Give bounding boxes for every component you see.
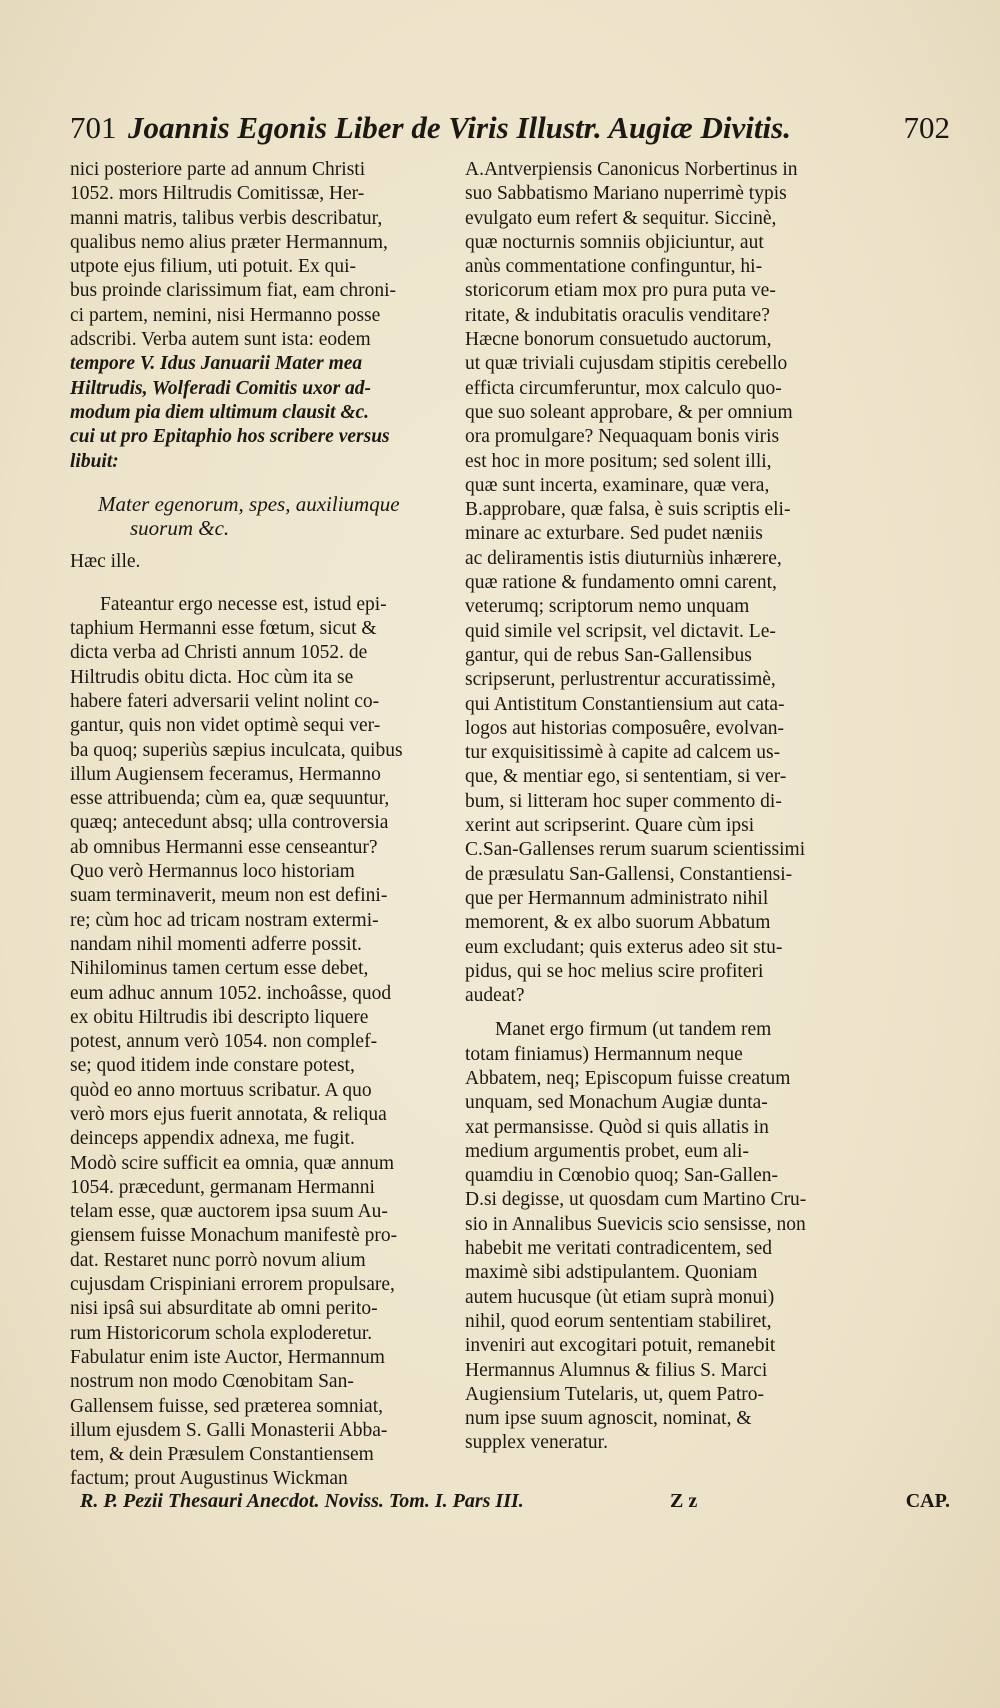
left-column [70,158,454,1492]
text-line: esse attribuenda; cùm ea, quæ sequuntur, [70,788,390,810]
text-line: B.approbare, quæ falsa, è suis scriptis eli- [465,499,791,521]
page-footer [80,1490,950,1520]
text-line: cui ut pro Epitaphio hos scribere versus [70,426,390,448]
page-number-left: 701 [70,110,117,145]
page-number-right: 702 [903,110,950,145]
text-line: verò mors ejus fuerit annotata, & reliqua [70,1103,387,1125]
text-line: quæ ratione & fundamento omni carent, [465,572,777,594]
text-line: est hoc in more positum; sed solent illi, [465,450,772,472]
text-line: storicorum etiam mox pro pura puta ve- [465,280,776,302]
text-line: ut quæ triviali cujusdam stipitis cerebello [465,353,788,375]
left-paragraph-2 [70,593,454,1492]
text-line: gantur, quis non videt optimè sequi ver- [70,715,381,737]
text-line: deinceps appendix adnexa, me fugit. [70,1128,355,1150]
text-line: quòd eo anno mortuus scribatur. A quo [70,1079,372,1101]
text-line: Fabulatur enim iste Auctor, Hermannum [70,1346,385,1368]
running-header [70,110,950,152]
text-line: ci partem, nemini, nisi Hermanno posse [70,304,381,326]
text-line: ex obitu Hiltrudis ibi descripto liquere [70,1006,369,1028]
text-line: maximè sibi adstipulantem. Quoniam [465,1262,758,1284]
epitaph-quote [70,352,454,473]
text-line: minare ac exturbare. Sed pudet næniis [465,523,763,545]
text-line: potest, annum verò 1054. non complef- [70,1031,378,1053]
text-line: Gallensem fuisse, sed præterea somniat, [70,1395,383,1417]
text-line: supplex veneratur. [465,1432,608,1454]
text-line: sio in Annalibus Suevicis scio sensisse, non [465,1213,806,1235]
text-line: unquam, sed Monachum Augiæ dunta- [465,1092,768,1114]
text-line: nici posteriore parte ad annum Christi [70,159,366,180]
text-line: qualibus nemo alius præter Hermannum, [70,231,388,253]
text-line: nisi ipsâ sui absurditate ab omni perito- [70,1298,378,1320]
text-line: xerint aut scripserint. Quare cùm ipsi [465,815,755,837]
text-line: veterumq; scriptorum nemo unquam [465,596,750,618]
text-line: Hiltrudis obitu dicta. Hoc cùm ita se [70,666,354,688]
text-line: manni matris, talibus verbis describatur, [70,207,383,229]
source-line: R. P. Pezii Thesauri Anecdot. Noviss. Tom. I. Pars III. [80,1490,524,1512]
signature-mark: Z z [670,1490,698,1512]
text-line: giensem fuisse Monachum manifestè pro- [70,1225,398,1247]
text-line: quæq; antecedunt absq; ulla controversia [70,812,389,834]
text-line: Augiensium Tutelaris, ut, quem Patro- [465,1383,764,1405]
text-line: cujusdam Crispiniani errorem propulsare, [70,1274,395,1296]
text-line: qui Antistitum Constantiensium aut cata- [465,693,785,715]
text-line: scripserunt, perlustrentur accuratissimè, [465,669,776,691]
text-line: Modò scire sufficit ea omnia, quæ annum [70,1152,395,1174]
text-line: rum Historicorum schola exploderetur. [70,1322,373,1344]
right-paragraph-2 [465,1018,945,1455]
text-line: totam finiamus) Hermannum neque [465,1043,743,1065]
text-line: inveniri aut excogitari potuit, remanebit [465,1335,776,1357]
text-line: Hæcne bonorum consuetudo auctorum, [465,329,772,351]
text-line: audeat? [465,985,525,1007]
text-line: que suo soleant approbare, & per omnium [465,401,793,423]
right-paragraph-1 [465,158,945,1008]
text-line: ba quoq; superiùs sæpius inculcata, quibus [70,739,403,761]
right-column [465,158,945,1456]
verse-line: suorum &c. [130,516,230,541]
text-line: tur exquisitissimè à capite ad calcem us- [465,742,781,764]
text-line: eum excludant; quis exterus adeo sit stu- [465,936,783,958]
text-line: anùs commentatione confinguntur, hi- [465,256,763,278]
epitaph-verse [70,492,454,541]
text-line: illum Augiensem feceramus, Hermanno [70,763,381,785]
text-line: se; quod itidem inde constare potest, [70,1055,355,1077]
text-line: quæ nocturnis somniis objiciuntur, aut [465,231,764,253]
text-line: ac deliramentis istis diuturniùs inhærere, [465,547,782,569]
text-line: memorent, & ex albo suorum Abbatum [465,912,771,934]
catchword: CAP. [905,1490,950,1512]
text-line: Fateantur ergo necesse est, istud epi- [100,593,387,615]
text-line: dicta verba ad Christi annum 1052. de [70,642,368,664]
text-line: bum, si litteram hoc super commento di- [465,790,782,812]
text-line: quamdiu in Cœnobio quoq; San-Gallen- [465,1165,779,1187]
left-paragraph-1 [70,158,454,352]
text-line: ritate, & indubitatis oraculis venditare? [465,304,770,326]
text-line: tem, & dein Præsulem Constantiensem [70,1444,374,1466]
text-line: suam terminaverit, meum non est defini- [70,885,388,907]
text-line: ab omnibus Hermanni esse censeantur? [70,836,378,858]
verse-line: Mater egenorum, spes, auxiliumque [98,491,400,516]
text-line: Nihilominus tamen certum esse debet, [70,958,369,980]
text-line: Quo verò Hermannus loco historiam [70,861,355,883]
text-line: nostrum non modo Cœnobitam San- [70,1371,354,1393]
text-line: C.San-Gallenses rerum suarum scientissimi [465,839,806,861]
text-line: num ipse suum agnoscit, nominat, & [465,1408,752,1430]
text-line: eum adhuc annum 1052. inchoâsse, quod [70,982,392,1004]
text-line: Manet ergo firmum (ut tandem rem [495,1019,772,1041]
text-line: medium argumentis probet, eum ali- [465,1140,749,1162]
text-line: habere fateri adversarii velint nolint co- [70,690,380,712]
text-line: Hiltrudis, Wolferadi Comitis uxor ad- [70,377,372,399]
text-line: adscribi. Verba autem sunt ista: eodem [70,329,371,351]
text-line: Abbatem, neq; Episcopum fuisse creatum [465,1067,791,1089]
text-line: D.si degisse, ut quosdam cum Martino Cru- [465,1189,807,1211]
text-line: 1054. præcedunt, germanam Hermanni [70,1176,375,1198]
text-line: que, & mentiar ego, si sententiam, si ver- [465,766,787,788]
text-line: bus proinde clarissimum fiat, eam chroni- [70,280,396,302]
text-line: pidus, qui se hoc melius scire profiteri [465,960,764,982]
text-line: evulgato eum refert & sequitur. Siccinè, [465,207,777,229]
text-line: libuit: [70,450,119,472]
text-line: re; cùm hoc ad tricam nostram extermi- [70,909,379,931]
text-line: 1052. mors Hiltrudis Comitissæ, Her- [70,183,365,205]
text-line: gantur, qui de rebus San-Gallensibus [465,644,752,666]
text-line: taphium Hermanni esse fœtum, sicut & [70,618,377,640]
text-line: illum ejusdem S. Galli Monasterii Abba- [70,1419,388,1441]
text-line: habebit me veritati contradicentem, sed [465,1238,773,1260]
text-line: ora promulgare? Nequaquam bonis viris [465,426,780,448]
text-line: logos aut historias composuêre, evolvan- [465,717,784,739]
text-line: dat. Restaret nunc porrò novum alium [70,1249,366,1271]
text-line: nandam nihil momenti adferre possit. [70,933,362,955]
text-line: de præsulatu San-Gallensi, Constantiensi- [465,863,793,885]
text-line: suo Sabbatismo Mariano nuperrimè typis [465,183,787,205]
text-line: efficta circumferuntur, mox calculo quo- [465,377,782,399]
text-line: telam esse, quæ auctorem ipsa suum Au- [70,1201,388,1223]
text-line: A.Antverpiensis Canonicus Norbertinus in [465,159,798,180]
text-line: modum pia diem ultimum clausit &c. [70,401,370,423]
text-line: factum; prout Augustinus Wickman [70,1468,348,1490]
text-line: Hermannus Alumnus & filius S. Marci [465,1359,768,1381]
running-title: Joannis Egonis Liber de Viris Illustr. Augiæ Divitis. [128,110,791,145]
text-line: quid simile vel scripsit, vel dictavit. Le- [465,620,776,642]
text-line: que per Hermannum administrato nihil [465,887,769,909]
haec-ille-line: Hæc ille. [70,551,141,573]
text-line: quæ sunt incerta, examinare, quæ vera, [465,474,770,496]
text-line: tempore V. Idus Januarii Mater mea [70,353,363,375]
text-line: autem hucusque (ùt etiam suprà monui) [465,1286,775,1308]
text-line: utpote ejus filium, uti potuit. Ex qui- [70,256,356,278]
text-line: nihil, quod eorum sententiam stabiliret, [465,1310,772,1332]
text-line: xat permansisse. Quòd si quis allatis in [465,1116,769,1138]
